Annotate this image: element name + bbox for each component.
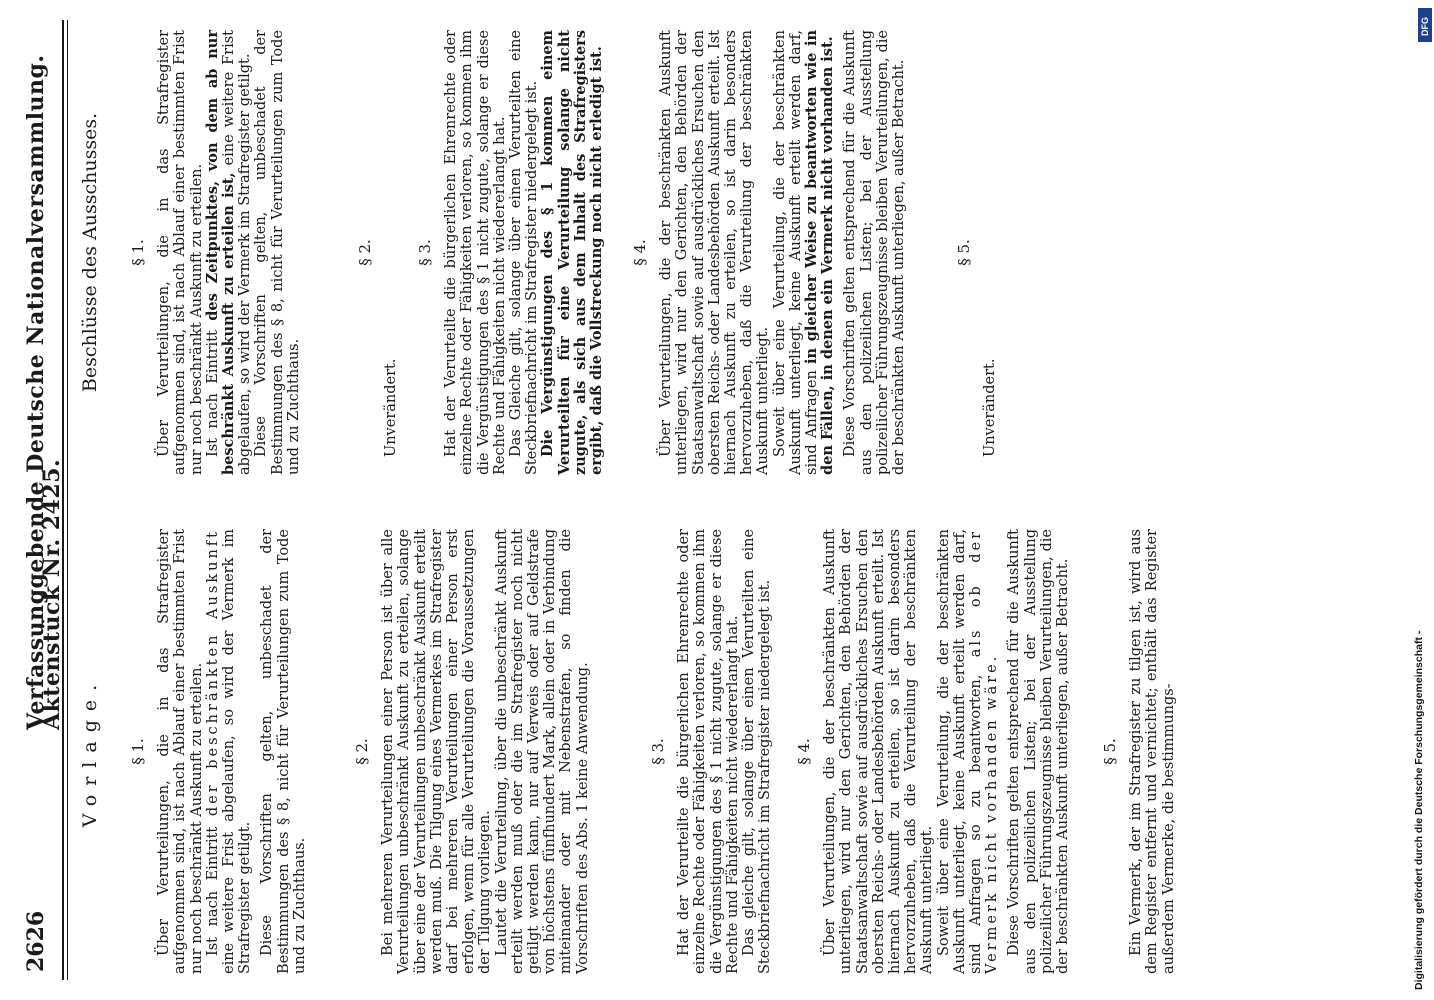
paragraph: Diese Vorschriften gelten entsprechend für die Auskunft aus den polizeilichen Listen; bei der Ausstellung polizeilicher Führungszeugnisse bleiben Verurteilungen, die der beschränkten Auskunft unterliegen, außer Betracht.	[842, 30, 908, 475]
dfg-logo: DFG	[1418, 8, 1432, 42]
document-title: Verfassunggebende Deutsche Nationalversammlung. Aktenstück Nr. 2425.	[23, 54, 66, 730]
column-vorlage	[72, 529, 1282, 974]
digitization-credit: Digitalisierung gefördert durch die Deutsche Forschungsgemeinschaft -	[1413, 630, 1425, 990]
paragraph: Unverändert.	[383, 358, 400, 457]
section-3	[650, 529, 773, 974]
paragraph: Hat der Verurteilte die bürgerlichen Ehrenrechte oder einzelne Rechte oder Fähigkeiten verloren, so kommen ihm die Vergünstigungen des § 1 nicht zugute, solange er diese Rechte und Fähigkeiten nicht wiedererlangt hat.	[676, 529, 741, 974]
paragraph: Über Verurteilungen, die in das Strafregister aufgenommen sind, ist nach Ablauf einer bestimmten Frist nur noch beschränkt Auskunft zu erteilen.	[156, 529, 205, 974]
section-5	[1102, 529, 1177, 974]
paragraph: Über Verurteilungen, die in das Strafregister aufgenommen sind, ist nach Ablauf einer bestimmten Frist nur noch beschränkt Auskunft zu erteilen.	[156, 30, 205, 475]
paragraph: Diese Vorschriften gelten entsprechend für die Auskunft aus den polizeilichen Listen; bei der Ausstellung polizeilicher Führungszeugnisse bleiben Verurteilungen, die der beschränkten Auskunft unterliegen, außer Betracht.	[1006, 529, 1072, 974]
paragraph-bold: Die Vergünstigungen des § 1 kommen einem Verurteilten für eine Verurteilung solange nicht zugute, als sich aus dem Inhalt des Strafregisters ergibt, daß die Vollstreckung noch nicht erledigt ist.	[539, 30, 606, 475]
section-heading: § 3.	[416, 239, 434, 266]
emphasis: des Zeitpunktes, von dem ab nur beschränkt Auskunft zu erteilen ist,	[203, 30, 238, 475]
page-number: 2626	[23, 910, 49, 972]
column-beschluesse	[72, 30, 1282, 475]
paragraph: Ist nach Eintritt der beschränkten Auskunft eine weitere Frist abgelaufen, so wird der Vermerk im Strafregister getilgt.	[204, 529, 254, 974]
column-heading: Vorlage.	[79, 675, 101, 828]
section-2	[354, 529, 591, 974]
document-page	[24, 20, 1294, 980]
paragraph: Ein Vermerk, der im Strafregister zu tilgen ist, wird aus dem Register entfernt und vernichtet; enthält das Register außerdem Vermerke, die bestimmungs-	[1128, 529, 1177, 974]
paragraph: Diese Vorschriften gelten, unbeschadet der Bestimmungen des § 8, nicht für Verurteilungen zum Tode und zu Zuchthaus.	[259, 529, 308, 974]
section-heading: § 4.	[631, 239, 649, 266]
column-heading: Beschlüsse des Ausschusses.	[79, 112, 101, 393]
section-5	[956, 30, 998, 475]
page-header	[24, 20, 64, 980]
section-heading: § 5.	[1101, 738, 1119, 765]
paragraph: Soweit über eine Verurteilung, die der beschränkten Auskunft unterliegt, keine Auskunft erteilt werden darf, sind Anfragen so zu beantworten, als ob der Vermerk nicht vorhanden wäre.	[935, 529, 1001, 974]
section-2	[357, 30, 399, 475]
paragraph: Ist nach Eintritt des Zeitpunktes, von dem ab nur beschränkt Auskunft zu erteilen ist, eine weitere Frist abgelaufen, so wird der Vermerk im Strafregister getilgt.	[203, 30, 254, 475]
paragraph: Unverändert.	[982, 358, 999, 457]
paragraph: Lautet die Verurteilung, über die unbeschränkt Auskunft erteilt werden muß oder die im Strafregister noch nicht getilgt werden kann, nur auf Verweis oder auf Geldstrafe von höchstens fünfhundert Mark, allein oder in Verbindung miteinander oder mit Nebenstrafen, so finden die Vorschriften des Abs. 1 keine Anwendung.	[493, 529, 591, 974]
section-heading: § 2.	[353, 738, 371, 765]
paragraph: Diese Vorschriften gelten, unbeschadet der Bestimmungen des § 8, nicht für Verurteilungen zum Tode und zu Zuchthaus.	[253, 30, 302, 475]
paragraph: Bei mehreren Verurteilungen einer Person ist über alle Verurteilungen unbeschränkt Auskunft zu erteilen, solange über eine der Verurteilungen unbeschränkt Auskunft erteilt werden muß. Die Tilgung eines Vermerkes im Strafregister darf bei mehreren Verurteilungen einer Person erst erfolgen, wenn für alle Verurteilungen die Voraussetzungen der Tilgung vorliegen.	[380, 529, 494, 974]
section-heading: § 4.	[795, 738, 813, 765]
section-1	[130, 30, 302, 475]
paragraph: Soweit über eine Verurteilung, die der beschränkten Auskunft unterliegt, keine Auskunft erteilt werden darf, sind Anfragen in gleicher Weise zu beantworten wie in den Fällen, in denen ein Vermerk nicht vorhanden ist.	[771, 29, 837, 475]
paragraph: Über Verurteilungen, die der beschränkten Auskunft unterliegen, wird nur den Gerichten, den Behörden der Staatsanwaltschaft sowie auf ausdrückliches Ersuchen den obersten Reichs- oder Landesbehörden Auskunft erteilt. Ist hiernach Auskunft zu erteilen, so ist darin besonders hervorzuheben, daß die Verurteilung der beschränkten Auskunft unterliegt.	[822, 529, 936, 974]
section-heading: § 1.	[129, 239, 147, 266]
emphasis: als ob der Vermerk nicht vorhanden wäre.	[968, 529, 1001, 974]
section-heading: § 3.	[649, 738, 667, 765]
section-4	[632, 30, 907, 475]
paragraph: Das gleiche gilt, solange über einen Verurteilten eine Steckbriefnachricht im Strafregister niedergelegt ist.	[741, 529, 774, 974]
section-1	[130, 529, 308, 974]
section-3	[417, 30, 605, 475]
section-heading: § 5.	[955, 239, 973, 266]
paragraph: Hat der Verurteilte die bürgerlichen Ehrenrechte oder einzelne Rechte oder Fähigkeiten verloren, so kommen ihm die Vergünstigungen des § 1 nicht zugute, solange er diese Rechte und Fähigkeiten nicht wiedererlangt hat.	[443, 30, 508, 475]
emphasis: der beschränkten Auskunft	[204, 529, 221, 817]
section-4	[796, 529, 1071, 974]
emphasis: in gleicher Weise zu beantworten wie in den Fällen, in denen ein Vermerk nicht vorhanden ist.	[803, 29, 837, 475]
section-heading: § 2.	[356, 239, 374, 266]
paragraph: Über Verurteilungen, die der beschränkten Auskunft unterliegen, wird nur den Gerichten, den Behörden der Staatsanwaltschaft sowie auf ausdrückliches Ersuchen den obersten Reichs- oder Landesbehörden Auskunft erteilt. Ist hiernach Auskunft zu erteilen, so ist darin besonders hervorzuheben, daß die Verurteilung der beschränkten Auskunft unterliegt.	[658, 30, 772, 475]
paragraph: Das Gleiche gilt, solange über einen Verurteilten eine Steckbriefnachricht im Strafregister niedergelegt ist.	[508, 30, 541, 475]
section-heading: § 1.	[129, 738, 147, 765]
